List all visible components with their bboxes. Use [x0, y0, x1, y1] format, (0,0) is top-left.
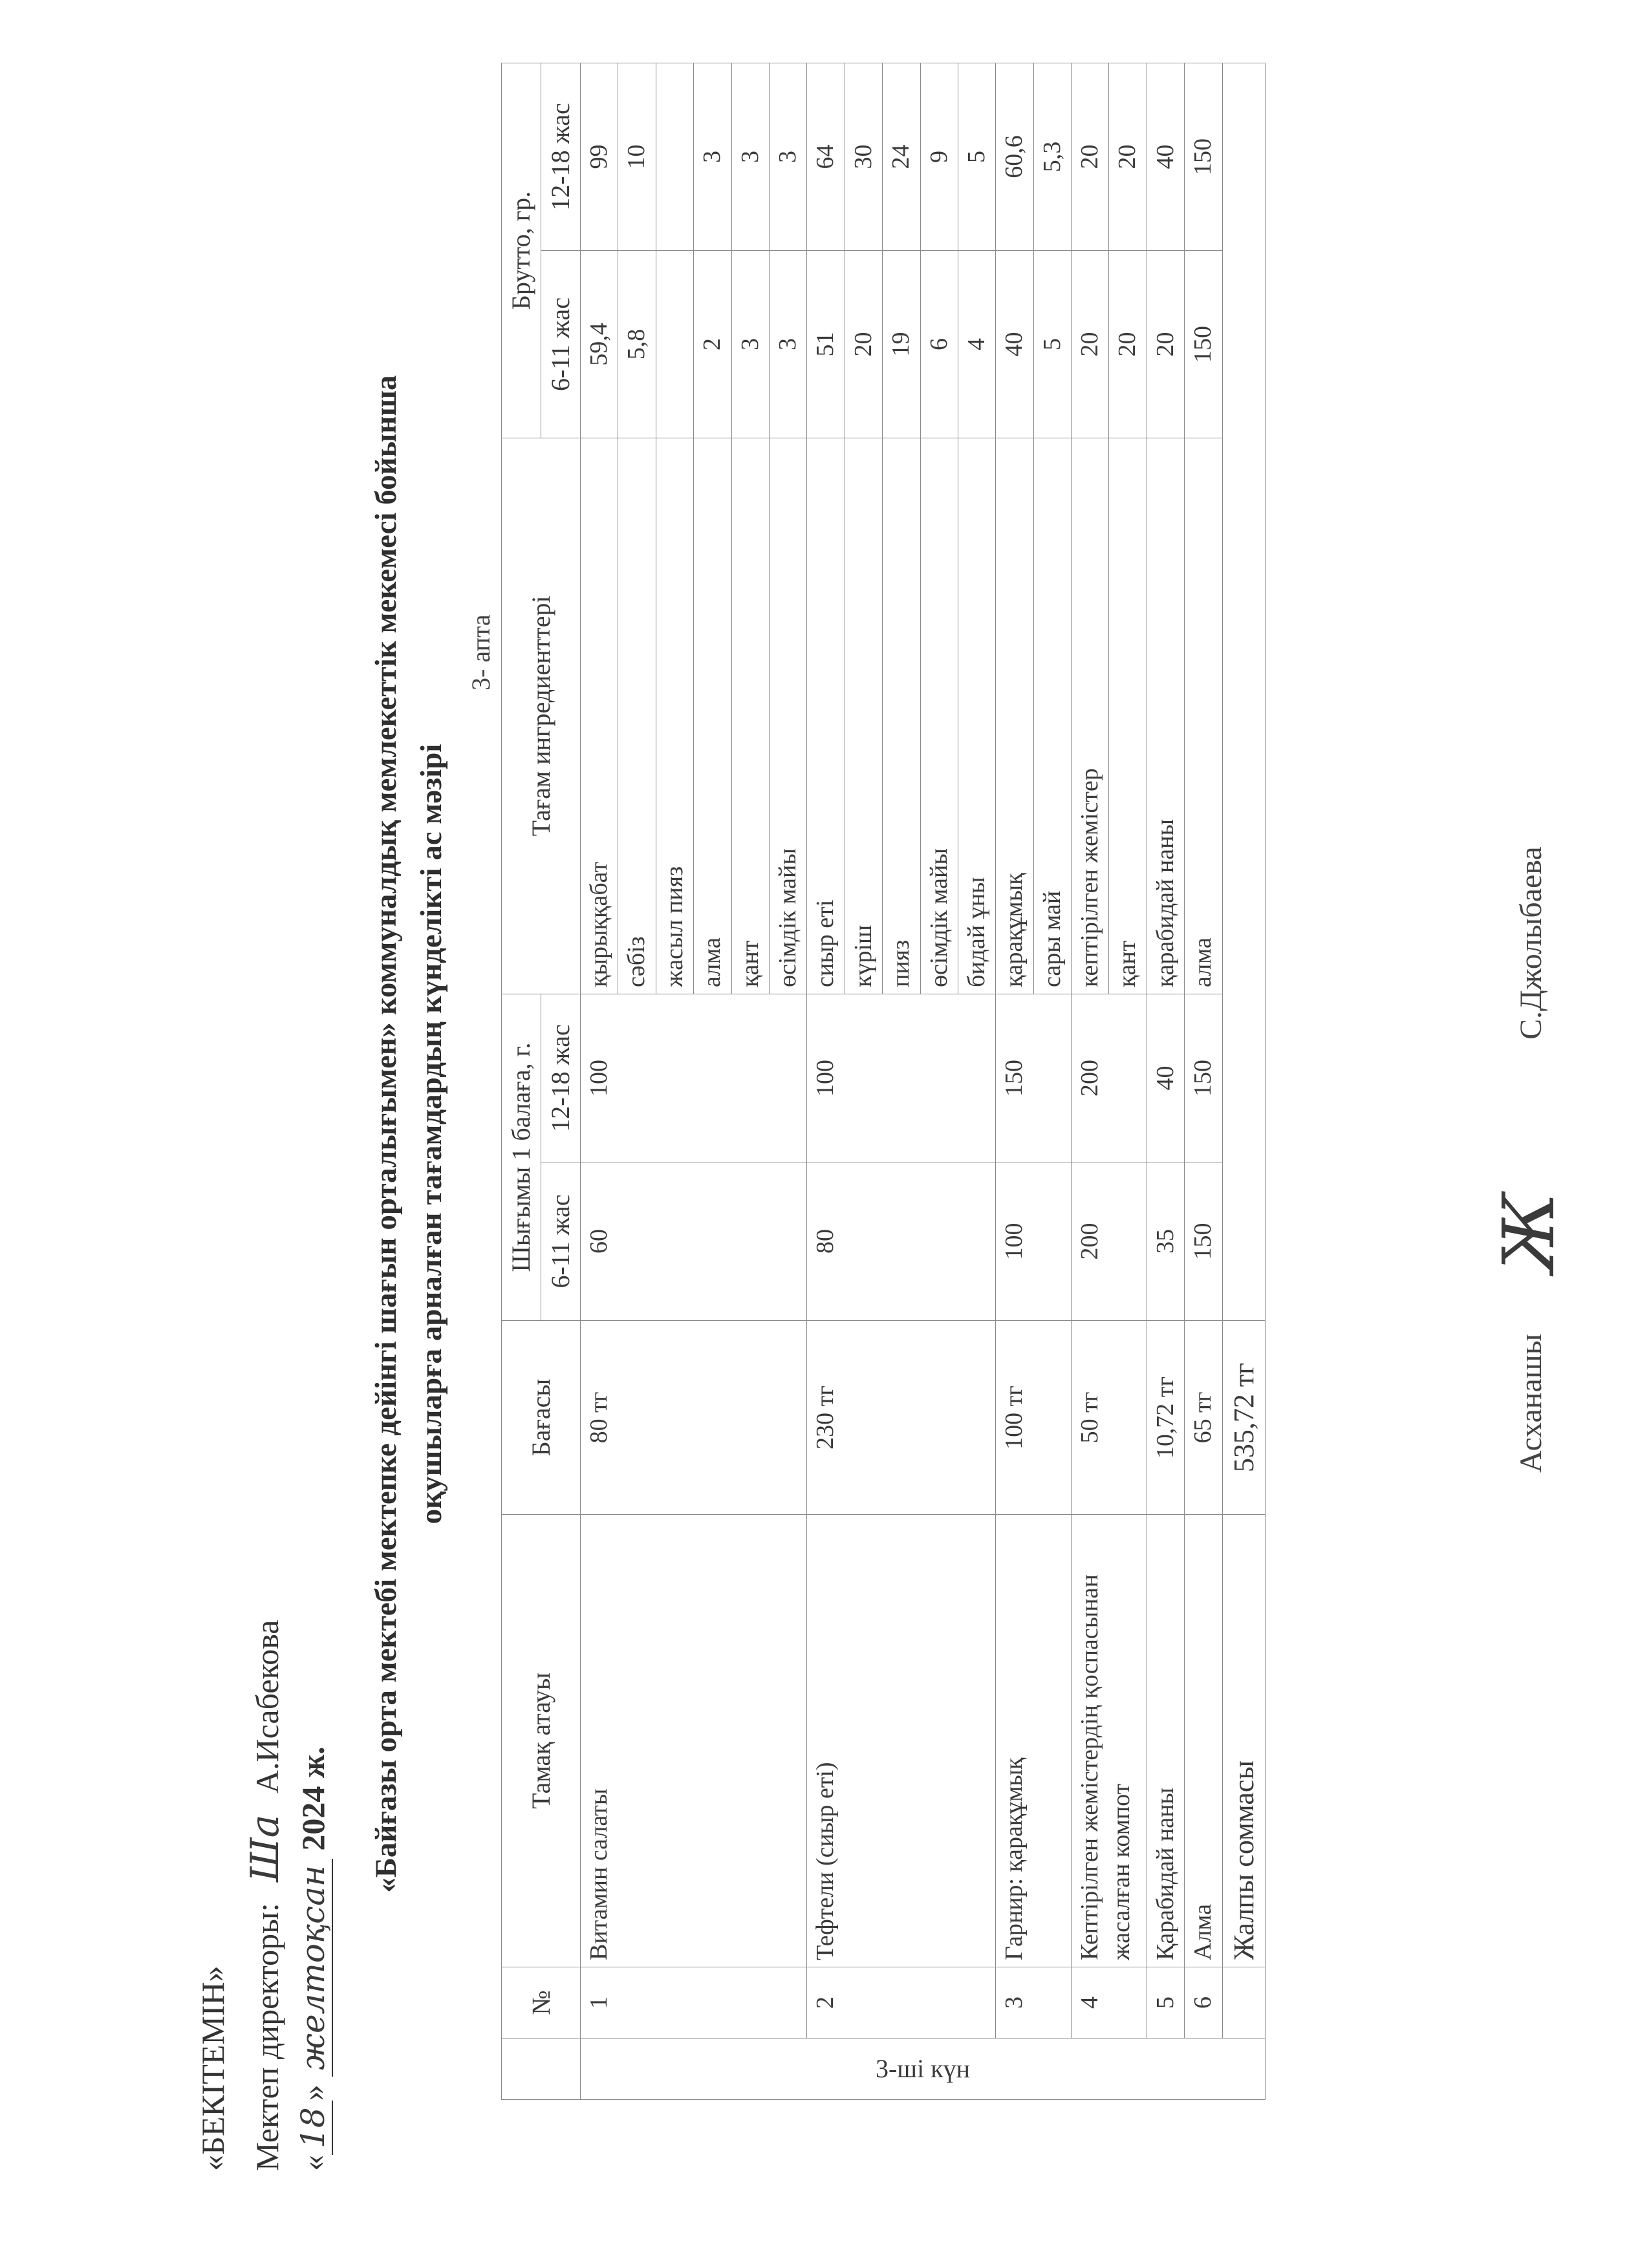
ingredient-name: сары май — [1033, 438, 1071, 994]
total-blank — [1222, 1967, 1265, 2038]
ingredient-name: жасыл пияз — [656, 438, 693, 994]
header-net-age1: 6-11 жас — [541, 1162, 581, 1321]
ingredient-brutto-age1: 5 — [1033, 250, 1071, 438]
table-row — [581, 63, 618, 2099]
header-no: № — [502, 1967, 581, 2038]
table-row — [996, 63, 1033, 2099]
dish-price: 10,72 тг — [1147, 1321, 1184, 1515]
ingredient-brutto-age1: 4 — [958, 250, 995, 438]
dish-net-age1: 200 — [1072, 1162, 1147, 1321]
header-net-age2: 12-18 жас — [541, 994, 581, 1162]
dish-net-age2: 100 — [581, 994, 807, 1162]
ingredient-brutto-age2: 60,6 — [996, 63, 1033, 250]
ingredient-brutto-age2: 3 — [694, 63, 731, 250]
header-dish: Тамақ атауы — [502, 1515, 581, 1967]
ingredient-brutto-age2: 64 — [807, 63, 845, 250]
ingredient-name: қарақұмық — [996, 438, 1033, 994]
approval-heading — [194, 1965, 232, 2171]
header-brutto-age2: 12-18 жас — [541, 63, 581, 250]
ingredient-brutto-age1: 5,8 — [618, 250, 656, 438]
ingredient-name: алма — [1185, 438, 1222, 994]
day-header-blank — [502, 2038, 581, 2100]
ingredient-brutto-age1: 40 — [996, 250, 1033, 438]
director-signature: Ша — [242, 1814, 288, 1882]
dish-net-age1: 60 — [581, 1162, 807, 1321]
director-name: А.Исабекова — [249, 1620, 285, 1794]
date-close-quote: » — [295, 2084, 331, 2101]
ingredient-name: сиыр еті — [807, 438, 845, 994]
dish-net-age1: 100 — [996, 1162, 1072, 1321]
ingredient-brutto-age1: 20 — [1147, 250, 1184, 438]
dish-name: Тефтели (сиыр еті) — [807, 1515, 996, 1967]
ingredient-brutto-age1: 3 — [731, 250, 769, 438]
ingredient-name: қырыққабат — [581, 438, 618, 994]
ingredient-brutto-age2: 30 — [845, 63, 882, 250]
dish-net-age2: 150 — [996, 994, 1072, 1162]
ingredient-brutto-age1: 6 — [920, 250, 958, 438]
dish-number: 4 — [1072, 1967, 1147, 2038]
header-brutto: Брутто, гр. — [502, 63, 541, 438]
ingredient-name: өсімдік майы — [920, 438, 958, 994]
dish-number: 3 — [996, 1967, 1072, 2038]
table-row — [807, 63, 845, 2099]
date-month: желтоқсан — [294, 1859, 333, 2077]
ingredient-brutto-age1: 150 — [1185, 250, 1222, 438]
ingredient-name: қант — [731, 438, 769, 994]
ingredient-brutto-age2: 150 — [1185, 63, 1222, 250]
document-title-line2: оқушыларға арналған тағамдардың күнделікті ас мәзірі — [415, 744, 448, 1524]
dish-price: 100 тг — [996, 1321, 1072, 1515]
header-brutto-age1: 6-11 жас — [541, 250, 581, 438]
ingredient-brutto-age2: 9 — [920, 63, 958, 250]
dish-net-age1: 35 — [1147, 1162, 1184, 1321]
total-value: 535,72 тг — [1222, 1321, 1265, 1515]
dish-net-age2: 150 — [1185, 994, 1222, 1162]
table-row — [1147, 63, 1184, 2099]
ingredient-brutto-age2: 40 — [1147, 63, 1184, 250]
dish-name: Гарнир: қарақұмық — [996, 1515, 1072, 1967]
approval-date-line — [294, 1746, 333, 2171]
ingredient-name: пияз — [883, 438, 920, 994]
ingredient-brutto-age1: 19 — [883, 250, 920, 438]
menu-table-header — [502, 63, 581, 2099]
director-label: Мектеп директоры: — [249, 1903, 285, 2171]
day-label: 3-ші күн — [875, 2054, 970, 2083]
dish-number: 1 — [581, 1967, 807, 2038]
ingredient-brutto-age1 — [656, 250, 693, 438]
dish-number: 6 — [1185, 1967, 1222, 2038]
ingredient-name: өсімдік майы — [769, 438, 806, 994]
header-price: Бағасы — [502, 1321, 581, 1515]
dish-net-age2: 40 — [1147, 994, 1184, 1162]
header-ingredients: Тағам ингредиенттері — [502, 438, 581, 994]
ingredient-brutto-age1: 20 — [1072, 250, 1109, 438]
day-cell — [581, 2038, 1266, 2100]
ingredient-name: сәбіз — [618, 438, 656, 994]
ingredient-brutto-age2: 20 — [1109, 63, 1147, 250]
dish-number: 2 — [807, 1967, 996, 2038]
ingredient-name: қант — [1109, 438, 1147, 994]
ingredient-name: алма — [694, 438, 731, 994]
ingredient-brutto-age1: 20 — [1109, 250, 1147, 438]
cook-signature-block — [1487, 0, 1584, 2268]
menu-table — [501, 63, 1266, 2100]
date-open-quote: « — [295, 2155, 331, 2171]
date-year: 2024 ж. — [295, 1746, 331, 1851]
ingredient-brutto-age1: 2 — [694, 250, 731, 438]
ingredient-name: бидай ұны — [958, 438, 995, 994]
ingredient-brutto-age1: 59,4 — [581, 250, 618, 438]
ingredient-brutto-age2: 5,3 — [1033, 63, 1071, 250]
dish-price: 230 тг — [807, 1321, 996, 1515]
date-day: 18 — [294, 2101, 333, 2155]
ingredient-brutto-age2: 3 — [769, 63, 806, 250]
dish-net-age1: 80 — [807, 1162, 996, 1321]
total-empty — [1222, 63, 1265, 1320]
ingredient-brutto-age2: 3 — [731, 63, 769, 250]
dish-net-age2: 200 — [1072, 994, 1147, 1162]
cook-signature: Ж — [1487, 1192, 1570, 1272]
dish-net-age1: 150 — [1185, 1162, 1222, 1321]
ingredient-brutto-age2: 20 — [1072, 63, 1109, 250]
ingredient-name: кептірілген жемістер — [1072, 438, 1109, 994]
table-row — [1072, 63, 1109, 2099]
dish-price: 80 тг — [581, 1321, 807, 1515]
ingredient-brutto-age1: 3 — [769, 250, 806, 438]
dish-name: Витамин салаты — [581, 1515, 807, 1967]
ingredient-name: күріш — [845, 438, 882, 994]
ingredient-brutto-age2: 99 — [581, 63, 618, 250]
ingredient-name: қарабидай наны — [1147, 438, 1184, 994]
ingredient-brutto-age1: 20 — [845, 250, 882, 438]
dish-net-age2: 100 — [807, 994, 996, 1162]
approval-heading-text: «БЕКІТЕМІН» — [195, 1965, 231, 2171]
dish-name: Қарабидай наны — [1147, 1515, 1184, 1967]
dish-price: 50 тг — [1072, 1321, 1147, 1515]
approval-director-line — [242, 1620, 288, 2171]
menu-table-body — [581, 63, 1266, 2099]
header-net: Шығымы 1 балаға, г. — [502, 994, 541, 1320]
cook-name: С.Джолыбаева — [1514, 846, 1548, 1040]
ingredient-brutto-age2: 24 — [883, 63, 920, 250]
dish-price: 65 тг — [1185, 1321, 1222, 1515]
total-label: Жалпы соммасы — [1222, 1515, 1265, 1967]
ingredient-brutto-age1: 51 — [807, 250, 845, 438]
week-label: 3- апта — [466, 614, 495, 690]
dish-name: Кептірілген жемістердің қоспасынан жасалған компот — [1072, 1515, 1147, 1967]
document-title-line1: «Байғазы орта мектебі мектепке дейінгі шағын орталығымен» коммуналдық мемлекеттік мекемесі бойынша — [369, 375, 403, 1893]
total-row — [1222, 63, 1265, 2099]
ingredient-brutto-age2 — [656, 63, 693, 250]
table-row — [1185, 63, 1222, 2099]
ingredient-brutto-age2: 5 — [958, 63, 995, 250]
ingredient-brutto-age2: 10 — [618, 63, 656, 250]
dish-name: Алма — [1185, 1515, 1222, 1967]
cook-label: Асханашы — [1514, 1333, 1548, 1473]
dish-number: 5 — [1147, 1967, 1184, 2038]
